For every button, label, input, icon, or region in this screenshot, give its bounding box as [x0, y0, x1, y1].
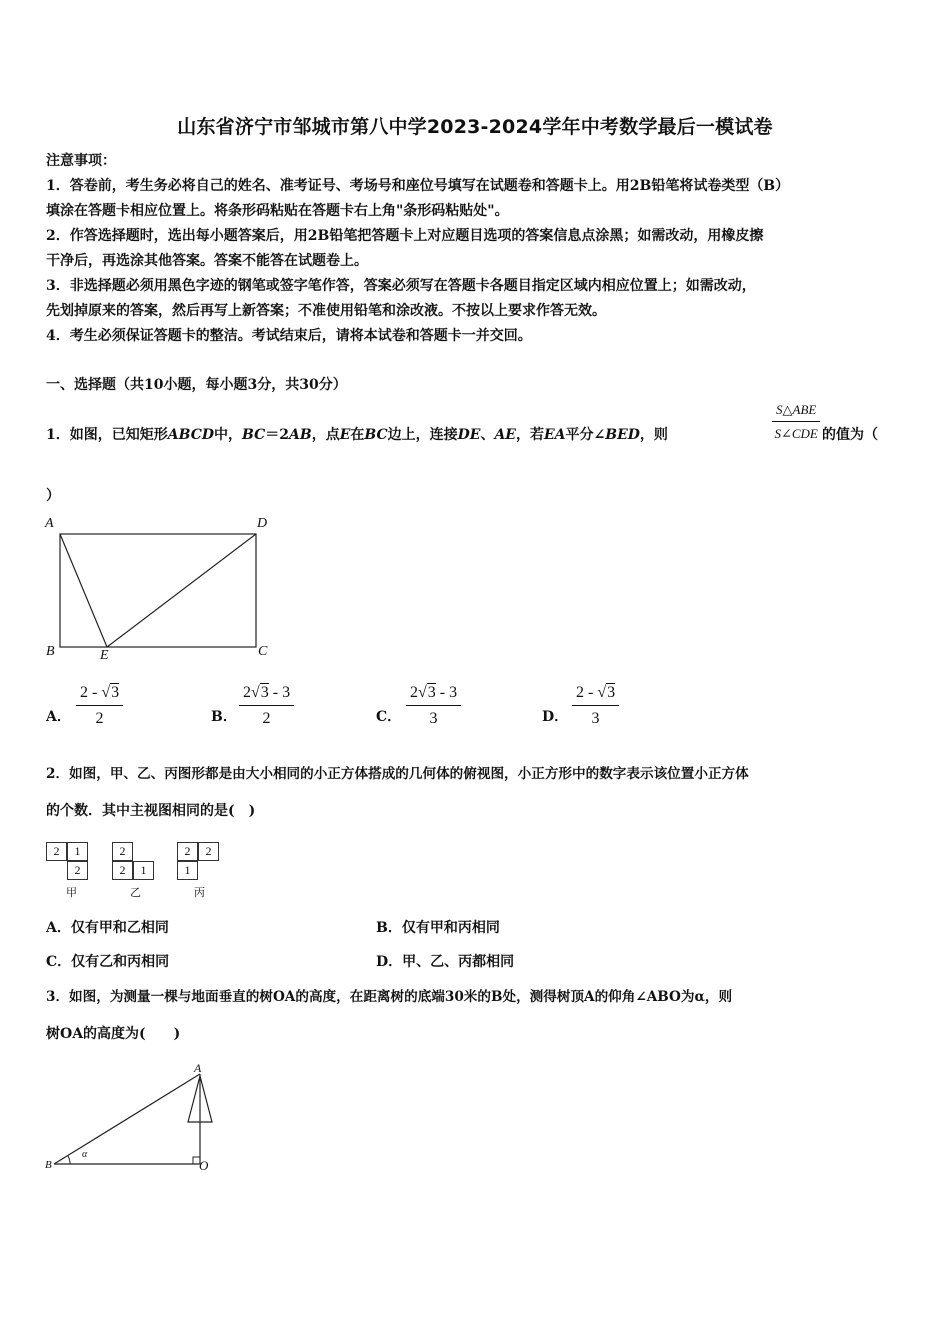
- notice-line: 填涂在答题卡相应位置上。将条形码粘贴在答题卡右上角"条形码粘贴处"。: [46, 203, 509, 219]
- section-heading: 一、选择题（共10小题，每小题3分，共30分）: [46, 377, 347, 393]
- rectangle-abcd: [60, 534, 256, 647]
- label-a: A: [45, 516, 54, 531]
- option-c-letter[interactable]: C．: [376, 709, 402, 725]
- yi-cell: 2: [112, 861, 133, 880]
- yi-cell: 1: [133, 861, 154, 880]
- bing-cell: 1: [177, 861, 198, 880]
- option-c[interactable]: C．仅有乙和丙相同: [46, 954, 170, 970]
- bing-caption: 丙: [194, 886, 205, 899]
- label-a: A: [194, 1061, 202, 1075]
- notice-line: 2．作答选择题时，选出每小题答案后，用2B铅笔把答题卡上对应题目选项的答案信息点涂黑；如需改动，用橡皮擦: [46, 228, 764, 244]
- question-2-line-2: 的个数．其中主视图相同的是( ): [46, 803, 256, 819]
- question-2-line-1: 2．如图，甲、乙、丙图形都是由大小相同的小正方体搭成的几何体的俯视图，小正方形中的数字表示该位置小正方体: [46, 766, 749, 782]
- option-b-letter[interactable]: B．: [211, 709, 237, 725]
- question-1-text: 1．如图，已知矩形ABCD中，BC＝2AB，点E在BC边上，连接DE、AE，若EA平分∠BED，则: [46, 427, 668, 443]
- notice-line: 4．考生必须保证答题卡的整洁。考试结束后，请将本试卷和答题卡一并交回。: [46, 328, 532, 344]
- label-alpha: α: [82, 1149, 88, 1160]
- bing-cell: 2: [198, 842, 219, 861]
- notice-heading: 注意事项：: [46, 153, 116, 169]
- segment-de: [107, 534, 256, 647]
- label-b: B: [45, 1159, 52, 1171]
- jia-caption: 甲: [66, 886, 77, 899]
- yi-caption: 乙: [130, 886, 141, 899]
- option-a-fraction: $\frac{2 - √3}{2}$: [76, 684, 123, 728]
- notice-line: 3．非选择题必须用黑色字迹的钢笔或签字笔作答，答案必须写在答题卡各题目指定区域内相应位置上；如需改动，: [46, 278, 756, 294]
- notice-line: 1．答卷前，考生务必将自己的姓名、准考证号、考场号和座位号填写在试题卷和答题卡上。用2B铅笔将试卷类型（B）: [46, 178, 790, 194]
- page-title: 山东省济宁市邹城市第八中学2023-2024学年中考数学最后一模试卷: [177, 116, 773, 138]
- rectangle-figure: [40, 512, 280, 672]
- label-o: O: [199, 1158, 209, 1173]
- option-c-fraction: $\frac{2√3 - 3}{3}$: [406, 684, 461, 728]
- label-e: E: [100, 648, 109, 663]
- option-a[interactable]: A．仅有甲和乙相同: [46, 920, 169, 936]
- option-d[interactable]: D．甲、乙、丙都相同: [376, 954, 515, 970]
- bing-cell: 2: [177, 842, 198, 861]
- notice-line: 干净后，再选涂其他答案。答案不能答在试题卷上。: [46, 253, 368, 269]
- label-b: B: [46, 644, 55, 659]
- question-3-line-2: 树OA的高度为( ): [46, 1026, 181, 1042]
- jia-cell: 2: [67, 861, 88, 880]
- jia-cell: 1: [67, 842, 88, 861]
- option-b[interactable]: B．仅有甲和丙相同: [376, 920, 500, 936]
- label-c: C: [258, 644, 268, 659]
- option-d-fraction: $\frac{2 - √3}{3}$: [572, 684, 619, 728]
- jia-cell: 2: [46, 842, 67, 861]
- notice-line: 先划掉原来的答案，然后再写上新答案；不准使用铅笔和涂改液。不按以上要求作答无效。: [46, 303, 606, 319]
- segment-ab: [54, 1074, 200, 1164]
- question-3-line-1: 3．如图，为测量一棵与地面垂直的树OA的高度，在距离树的底端30米的B处，测得树顶A的仰角∠ABO为α，则: [46, 989, 733, 1005]
- question-1-tail: 的值为（: [822, 427, 878, 443]
- option-a-letter[interactable]: A．: [46, 709, 71, 725]
- option-b-fraction: $\frac{2√3 - 3}{2}$: [239, 684, 294, 728]
- question-1-close-paren: ）: [46, 488, 60, 504]
- segment-ae: [60, 534, 107, 647]
- area-ratio-fraction: S△ABE S∠CDE: [772, 402, 820, 442]
- label-d: D: [257, 516, 268, 531]
- option-d-letter[interactable]: D．: [542, 709, 569, 725]
- angle-arc: [68, 1156, 70, 1164]
- yi-cell: 2: [112, 842, 133, 861]
